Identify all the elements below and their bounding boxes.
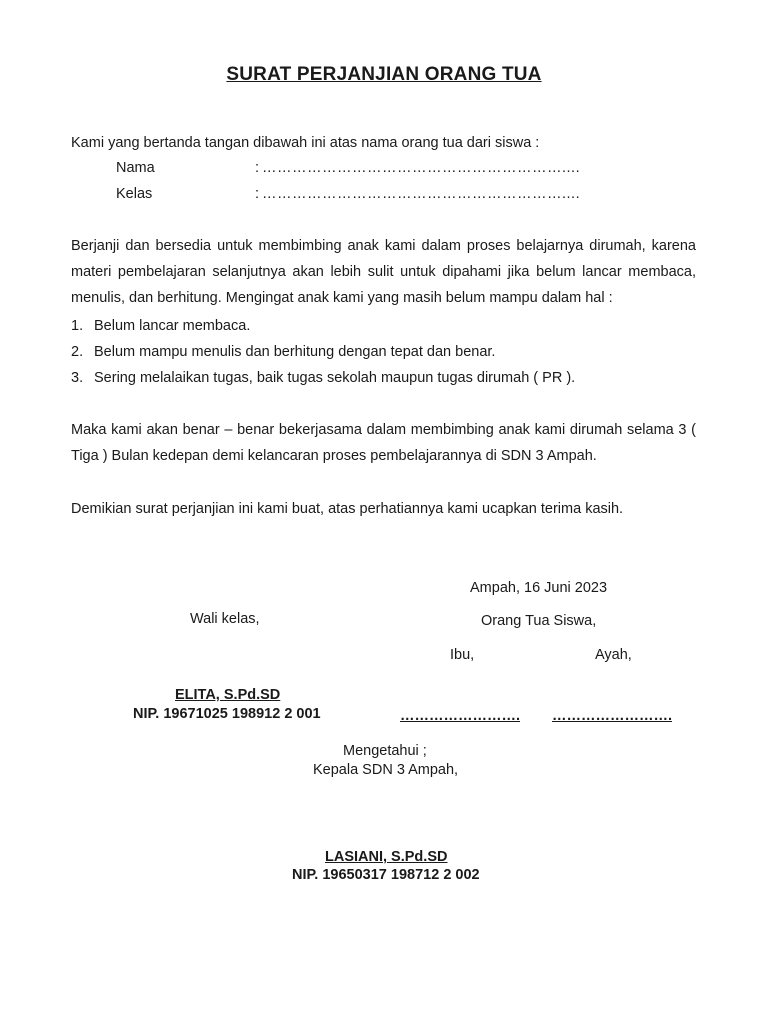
list-number: 1. — [71, 318, 84, 334]
field-label-kelas: Kelas — [116, 186, 153, 202]
field-colon-kelas: : — [255, 186, 260, 202]
place-date: Ampah, 16 Juni 2023 — [470, 580, 608, 596]
ayah-signature-line: ……………………. — [552, 708, 673, 724]
letter-title: SURAT PERJANJIAN ORANG TUA — [226, 64, 542, 85]
field-colon-nama: : — [255, 160, 260, 176]
field-dots-kelas: …………………………………………………….... — [262, 186, 581, 202]
kepala-sekolah-name: LASIANI, S.Pd.SD — [325, 849, 448, 865]
wali-kelas-nip: NIP. 19671025 198912 2 001 — [133, 706, 321, 722]
list-item: Belum mampu menulis dan berhitung dengan tepat dan benar. — [94, 344, 496, 360]
ibu-label: Ibu, — [450, 647, 475, 663]
mengetahui-label: Mengetahui ; — [343, 743, 427, 759]
closing-text: Demikian surat perjanjian ini kami buat, atas perhatiannya kami ucapkan terima kasih. — [71, 501, 624, 517]
wali-kelas-label: Wali kelas, — [190, 611, 260, 627]
list-item: Sering melalaikan tugas, baik tugas sekolah maupun tugas dirumah ( PR ). — [94, 370, 576, 386]
field-dots-nama: …………………………………………………….... — [262, 160, 581, 176]
kepala-sekolah-nip: NIP. 19650317 198712 2 002 — [292, 867, 480, 883]
field-label-nama: Nama — [116, 160, 155, 176]
ibu-signature-line: ……………………. — [400, 708, 521, 724]
orang-tua-label: Orang Tua Siswa, — [481, 613, 597, 629]
list-number: 3. — [71, 370, 84, 386]
intro-text: Kami yang bertanda tangan dibawah ini atas nama orang tua dari siswa : — [71, 135, 540, 151]
list-number: 2. — [71, 344, 84, 360]
paragraph-commitment: Berjanji dan bersedia untuk membimbing anak kami dalam proses belajarnya dirumah, karena materi pembelajaran selanjutnya akan lebih sulit untuk dipahami jika belum lancar membaca, menulis, dan berhitung. Mengingat anak kami yang masih belum mampu dalam hal : — [71, 238, 696, 306]
list-item: Belum lancar membaca. — [94, 318, 251, 334]
paragraph-cooperation: Maka kami akan benar – benar bekerjasama dalam membimbing anak kami dirumah selama 3 ( Tiga ) Bulan kedepan demi kelancaran proses pembelajarannya di SDN 3 Ampah. — [71, 422, 696, 464]
kepala-sekolah-label: Kepala SDN 3 Ampah, — [313, 762, 459, 778]
ayah-label: Ayah, — [595, 647, 632, 663]
wali-kelas-name: ELITA, S.Pd.SD — [175, 687, 281, 703]
